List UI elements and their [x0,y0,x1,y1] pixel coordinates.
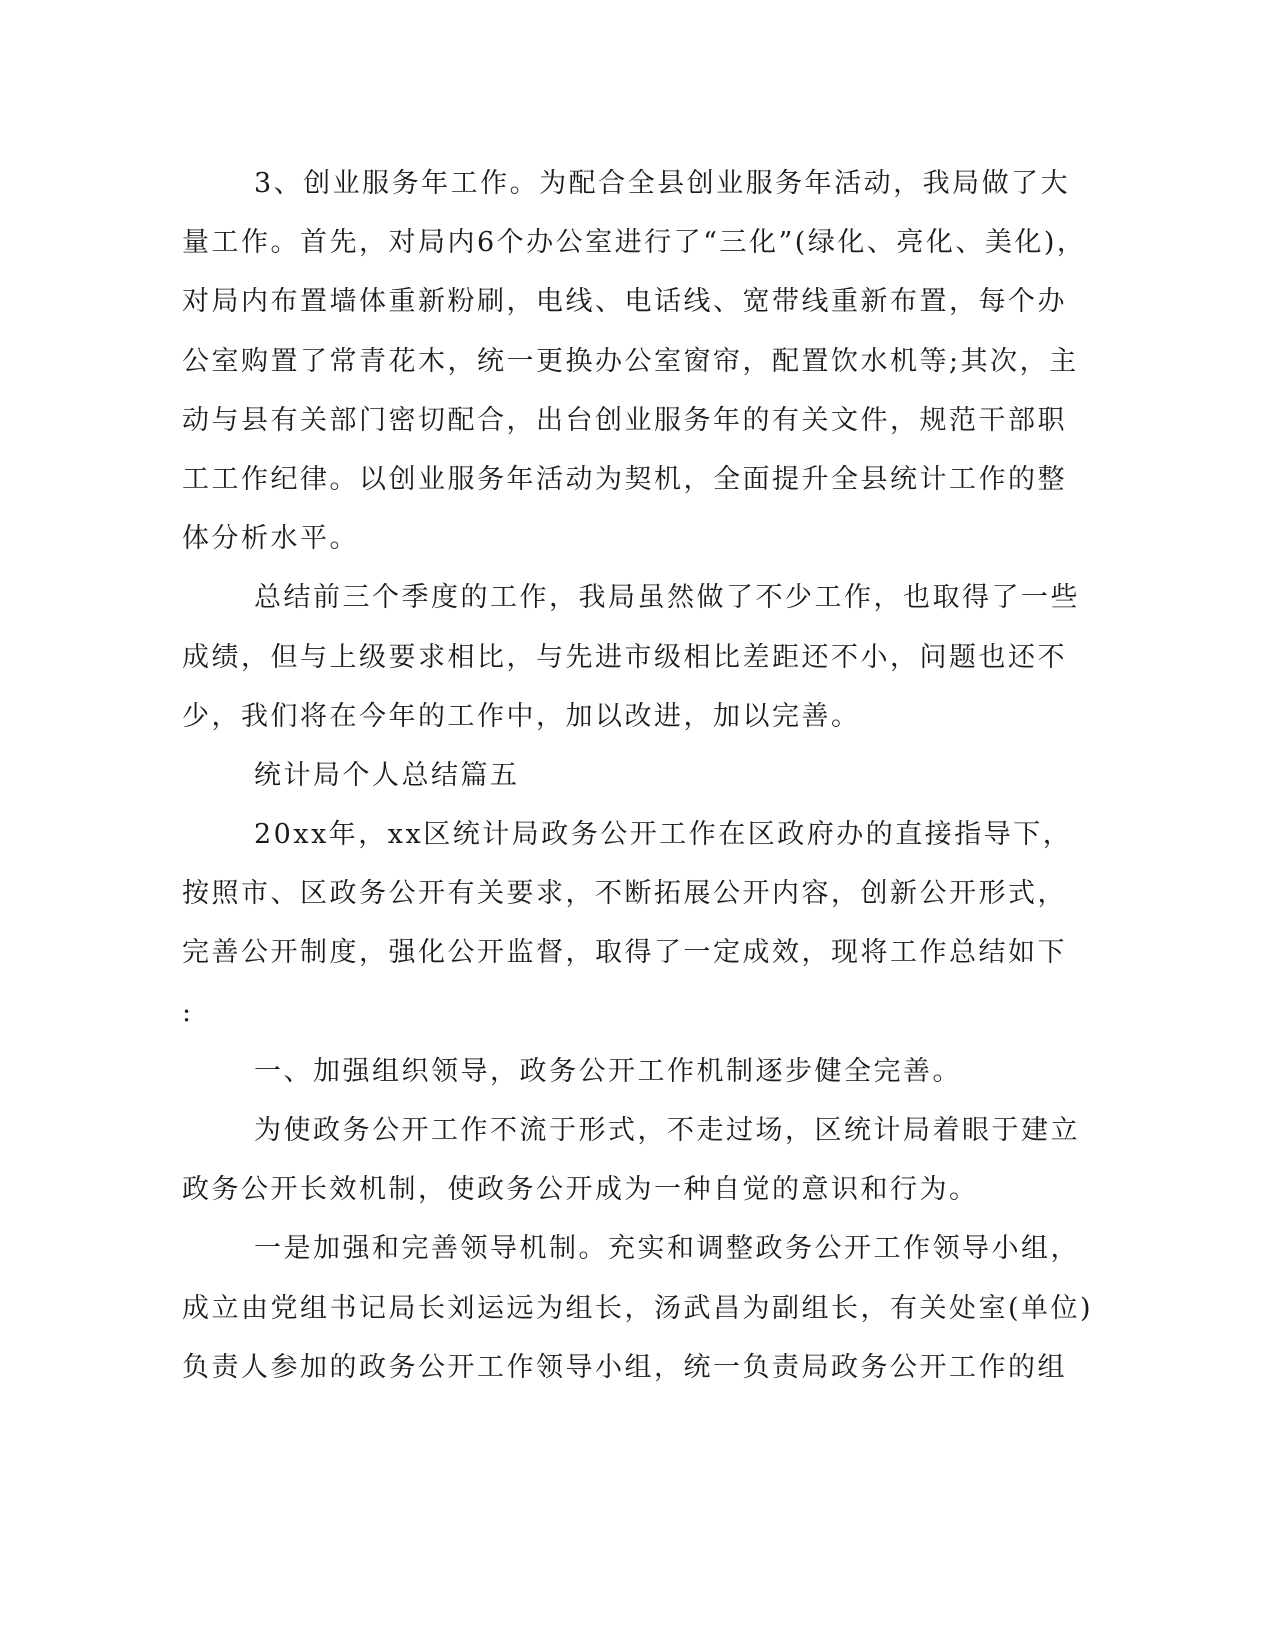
text-line: 成立由党组书记局长刘运远为组长，汤武昌为副组长，有关处室(单位) [182,1292,1094,1324]
text-line: 工工作纪律。以创业服务年活动为契机，全面提升全县统计工作的整 [182,463,1067,495]
text-line: 按照市、区政务公开有关要求，不断拓展公开内容，创新公开形式， [182,878,1067,910]
text-line: 对局内布置墙体重新粉刷，电线、电话线、宽带线重新布置，每个办 [182,286,1067,318]
document-body [182,154,1094,1397]
text-line: 3、创业服务年工作。为配合全县创业服务年活动，我局做了大 [254,168,1071,199]
text-line: 20xx年，xx区统计局政务公开工作在区政府办的直接指导下， [254,819,1073,851]
text-line: 一、加强组织领导，政务公开工作机制逐步健全完善。 [254,1055,962,1087]
text-line: 一是加强和完善领导机制。充实和调整政务公开工作领导小组， [254,1233,1080,1265]
text-line: 负责人参加的政务公开工作领导小组，统一负责局政务公开工作的组 [182,1351,1067,1383]
text-line: 动与县有关部门密切配合，出台创业服务年的有关文件，规范干部职 [182,404,1067,436]
section-heading: 统计局个人总结篇五 [254,759,520,791]
text-line: 为使政务公开工作不流于形式，不走过场，区统计局着眼于建立 [254,1115,1080,1146]
text-line: 总结前三个季度的工作，我局虽然做了不少工作，也取得了一些 [254,582,1080,614]
text-line: 量工作。首先，对局内6个办公室进行了“三化”(绿化、亮化、美化)， [182,227,1087,259]
text-line: 政务公开长效机制，使政务公开成为一种自觉的意识和行为。 [182,1174,979,1206]
text-line: 公室购置了常青花木，统一更换办公室窗帘，配置饮水机等;其次，主 [182,345,1079,377]
text-line: 完善公开制度，强化公开监督，取得了一定成效，现将工作总结如下 [182,937,1067,969]
text-line: 成绩，但与上级要求相比，与先进市级相比差距还不小，问题也还不 [182,641,1067,673]
text-line: 少，我们将在今年的工作中，加以改进，加以完善。 [182,700,861,732]
text-line: : [182,996,194,1028]
text-line: 体分析水平。 [182,523,359,555]
